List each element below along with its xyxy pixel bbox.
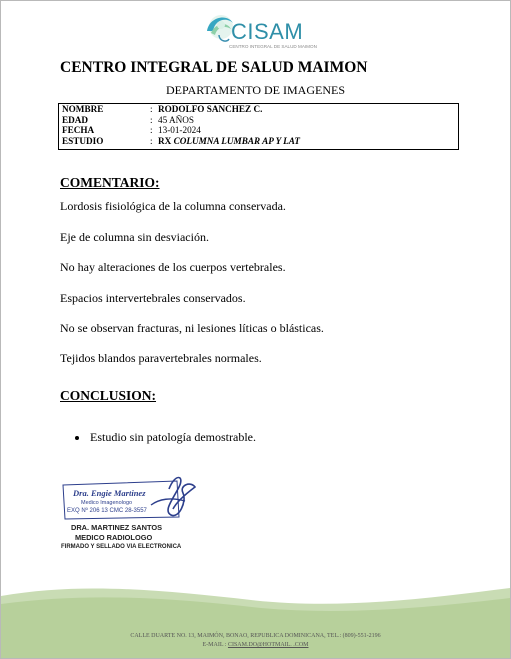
logo-text: CISAM — [231, 19, 304, 44]
info-sep: : — [150, 114, 153, 125]
patient-age: 45 AÑOS — [158, 114, 194, 125]
study-type — [158, 136, 300, 147]
comment-line: No hay alteraciones de los cuerpos vertebrales. — [60, 260, 286, 274]
logo-subtitle: CENTRO INTEGRAL DE SALUD MAIMON — [229, 44, 317, 49]
footer-address: CALLE DUARTE NO. 13, MAIMÓN, BONAO, REPUBLICA DOMINICANA, TEL.: (809)-551-2196 — [130, 633, 381, 639]
conclusion-heading: CONCLUSION: — [60, 388, 157, 403]
comment-line: Espacios intervertebrales conservados. — [60, 291, 246, 305]
info-label: NOMBRE — [62, 104, 104, 114]
department-title: DEPARTAMENTO DE IMAGENES — [166, 83, 345, 97]
doctor-name: DRA. MARTINEZ SANTOS — [71, 523, 163, 532]
info-row-estudio — [59, 136, 458, 147]
stamp-name: Dra. Engie Martinez — [73, 488, 146, 498]
conclusion-item: Estudio sin patología demostrable. — [90, 430, 256, 444]
info-row-nombre — [59, 104, 458, 115]
patient-info-box — [58, 103, 459, 150]
comment-line: No se observan fracturas, ni lesiones líticas o blásticas. — [60, 321, 324, 335]
info-label: EDAD — [62, 114, 89, 125]
signature-block — [59, 471, 219, 551]
info-label: FECHA — [62, 125, 95, 135]
bullet-icon — [75, 436, 79, 440]
study-date: 13-01-2024 — [158, 125, 201, 135]
doctor-role: MEDICO RADIOLOGO — [75, 533, 153, 542]
page-title: CENTRO INTEGRAL DE SALUD MAIMON — [60, 59, 368, 76]
footer-email-link[interactable]: CISAM.DO@HOTMAIL. .COM — [227, 642, 309, 648]
info-sep: : — [150, 135, 153, 146]
info-sep: : — [150, 125, 153, 135]
comment-heading: COMENTARIO: — [60, 175, 160, 190]
info-sep: : — [150, 104, 153, 114]
footer-email-label: E-MAIL : — [202, 642, 227, 648]
comment-line: Eje de columna sin desviación. — [60, 230, 209, 244]
comment-line: Tejidos blandos paravertebrales normales. — [60, 351, 262, 365]
stamp-exequatur: EXQ Nº 206 13 CMC 28-3557 — [67, 508, 147, 514]
info-label: ESTUDIO — [62, 135, 104, 146]
footer-email-line — [1, 642, 510, 648]
study-name: COLUMNA LUMBAR AP Y LAT — [173, 135, 301, 146]
patient-name: RODOLFO SANCHEZ C. — [158, 104, 263, 114]
info-row-fecha — [59, 125, 458, 136]
cisam-logo — [197, 9, 327, 55]
stamp-role: Medico Imagenologo — [81, 500, 133, 506]
signature-note: FIRMADO Y SELLADO VIA ELECTRONICA — [61, 544, 182, 550]
comment-line: Lordosis fisiológica de la columna conservada. — [60, 199, 286, 213]
study-prefix: RX — [158, 135, 172, 146]
info-row-edad — [59, 115, 458, 126]
